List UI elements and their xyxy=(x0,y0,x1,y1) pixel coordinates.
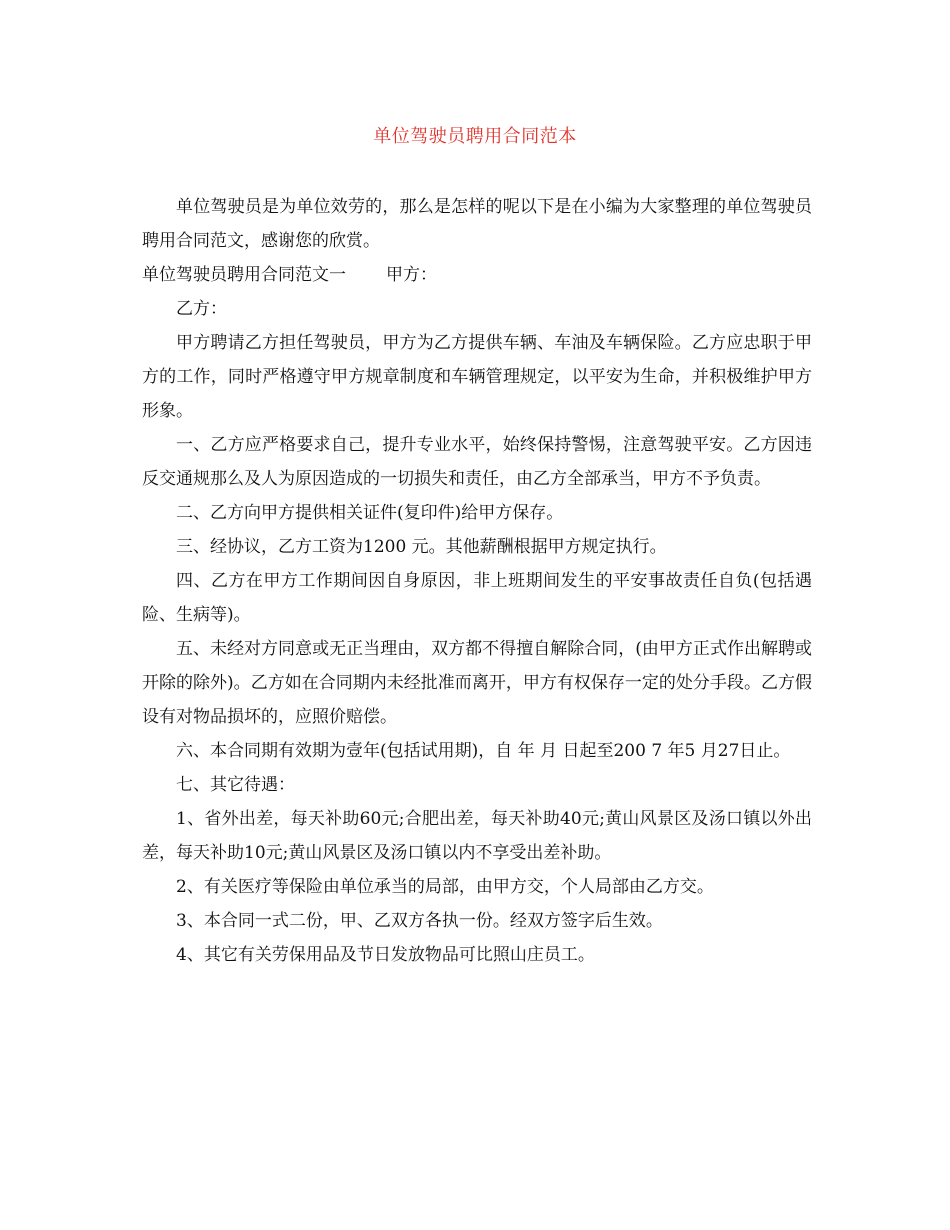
preamble-paragraph: 甲方聘请乙方担任驾驶员，甲方为乙方提供车辆、车油及车辆保险。乙方应忠职于甲方的工作，同时严格遵守甲方规章制度和车辆管理规定，以平安为生命，并积极维护甲方形象。 xyxy=(142,333,812,421)
sample-heading: 单位驾驶员聘用合同范文一 xyxy=(142,265,346,285)
benefit-2: 2、有关医疗等保险由单位承当的局部，由甲方交，个人局部由乙方交。 xyxy=(176,877,714,897)
benefit-4: 4、其它有关劳保用品及节日发放物品可比照山庄员工。 xyxy=(176,945,595,965)
benefit-1: 1、省外出差，每天补助60元;合肥出差，每天补助40元;黄山风景区及汤口镇以外出差，每天补助10元;黄山风景区及汤口镇以内不享受出差补助。 xyxy=(142,809,812,863)
clause-5: 五、未经对方同意或无正当理由，双方都不得擅自解除合同，(由甲方正式作出解聘或开除的除外)。乙方如在合同期内未经批准而离开，甲方有权保存一定的处分手段。乙方假设有对物品损坏的，应照价赔偿。 xyxy=(142,639,812,727)
clause-2: 二、乙方向甲方提供相关证件(复印件)给甲方保存。 xyxy=(176,503,564,523)
party-b-label: 乙方： xyxy=(176,299,227,319)
clause-7: 七、其它待遇： xyxy=(176,775,295,795)
party-a-label: 甲方： xyxy=(386,265,437,285)
intro-paragraph: 单位驾驶员是为单位效劳的，那么是怎样的呢以下是在小编为大家整理的单位驾驶员聘用合同范文，感谢您的欣赏。 xyxy=(142,197,812,251)
clause-4: 四、乙方在甲方工作期间因自身原因，非上班期间发生的平安事故责任自负(包括遇险、生病等)。 xyxy=(142,571,812,625)
clause-3: 三、经协议，乙方工资为1200 元。其他薪酬根据甲方规定执行。 xyxy=(176,537,667,557)
clause-6: 六、本合同期有效期为壹年(包括试用期)，自 年 月 日起至200 7 年5 月27日止。 xyxy=(176,741,791,761)
clause-1: 一、乙方应严格要求自己，提升专业水平，始终保持警惕，注意驾驶平安。乙方因违反交通规那么及人为原因造成的一切损失和责任，由乙方全部承当，甲方不予负责。 xyxy=(142,435,812,489)
document-body xyxy=(142,190,812,972)
document-title: 单位驾驶员聘用合同范本 xyxy=(373,126,577,147)
sample-heading-line xyxy=(142,258,812,292)
benefit-3: 3、本合同一式二份，甲、乙双方各执一份。经双方签字后生效。 xyxy=(176,911,663,931)
